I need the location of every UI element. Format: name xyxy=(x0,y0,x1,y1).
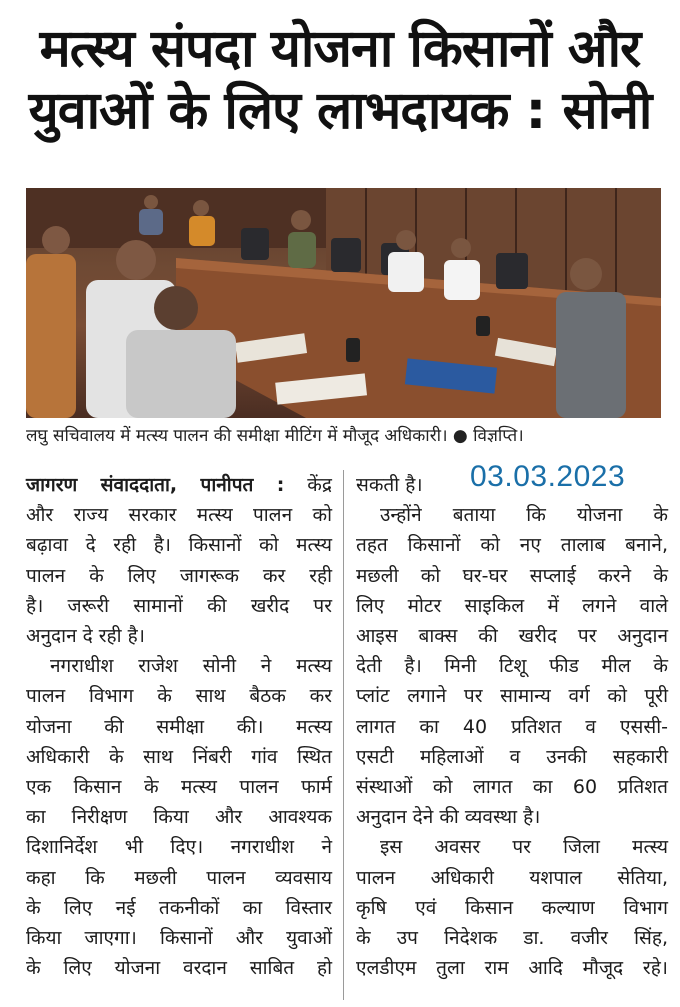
article-line: कहा कि मछली पालन व्यवसाय xyxy=(26,866,332,889)
article-line: है। जरूरी सामानों की खरीद पर xyxy=(26,594,332,617)
column-divider xyxy=(343,470,344,1000)
article-line: लिए मोटर साइकिल में लगने वाले xyxy=(356,594,668,617)
article-column-right xyxy=(356,470,668,983)
article-column-left xyxy=(26,470,332,983)
article-line: आइस बाक्स की खरीद पर अनुदान xyxy=(356,625,668,648)
photo-caption: लघु सचिवालय में मत्स्य पालन की समीक्षा मीटिंग में मौजूद अधिकारी। ● विज्ञप्ति। xyxy=(26,426,524,446)
article-line: किया जाएगा। किसानों और युवाओं xyxy=(26,927,332,950)
headline xyxy=(0,18,680,142)
article-line: और राज्य सरकार मत्स्य पालन को xyxy=(26,504,332,527)
article-line: मछली को घर-घर सप्लाई करने के xyxy=(356,564,668,587)
article-line: तहत किसानों को नए तालाब बनाने, xyxy=(356,534,668,557)
article-line: प्लांट लगाने पर सामान्य वर्ग को पूरी xyxy=(356,685,668,708)
article-line: के लिए नई तकनीकों का विस्तार xyxy=(26,896,332,919)
article-line: पालन के लिए जागरूक कर रही xyxy=(26,564,332,587)
article-line: अनुदान देने की व्यवस्था है। xyxy=(356,806,541,829)
headline-line-1: मत्स्य संपदा योजना किसानों और xyxy=(39,19,641,79)
article-line-1: जागरण संवाददाता, पानीपत : केंद्र xyxy=(26,474,332,496)
article-line: के लिए योजना वरदान साबित हो xyxy=(26,957,332,980)
article-line: एक किसान के मत्स्य पालन फार्म xyxy=(26,776,332,799)
article-line: संस्थाओं को लागत का 60 प्रतिशत xyxy=(356,776,668,799)
byline: जागरण संवाददाता, पानीपत : xyxy=(26,474,285,496)
article-line: एसटी महिलाओं व उनकी सहकारी xyxy=(356,745,668,768)
article-line: देती है। मिनी टिशू फीड मील के xyxy=(356,655,668,678)
date-stamp: 03.03.2023 xyxy=(470,460,626,493)
article-line: के उप निदेशक डा. वजीर सिंह, xyxy=(356,927,668,950)
headline-line-2: युवाओं के लिए लाभदायक : सोनी xyxy=(28,81,652,141)
article-line: पालन अधिकारी यशपाल सेतिया, xyxy=(356,866,668,889)
article-line: का निरीक्षण किया और आवश्यक xyxy=(26,806,332,829)
article-line: नगराधीश राजेश सोनी ने मत्स्य xyxy=(50,655,332,678)
article-line: बढ़ावा दे रही है। किसानों को मत्स्य xyxy=(26,534,332,557)
article-line: उन्होंने बताया कि योजना के xyxy=(380,504,668,527)
article-line: कृषि एवं किसान कल्याण विभाग xyxy=(356,896,668,919)
article-line: एलडीएम तुला राम आदि मौजूद रहे। xyxy=(356,957,668,980)
article-line: दिशानिर्देश भी दिए। नगराधीश ने xyxy=(26,836,332,859)
article-line: इस अवसर पर जिला मत्स्य xyxy=(380,836,668,859)
article-line: पालन विभाग के साथ बैठक कर xyxy=(26,685,332,708)
article-line: योजना की समीक्षा की। मत्स्य xyxy=(26,715,332,738)
article-line: सकती है। xyxy=(356,474,423,496)
article-line: अनुदान दे रही है। xyxy=(26,625,145,648)
meeting-photo-icon xyxy=(26,188,661,418)
meeting-photo xyxy=(26,188,661,418)
article-line: लागत का 40 प्रतिशत व एससी- xyxy=(356,715,668,738)
article-line: अधिकारी के साथ निंबरी गांव स्थित xyxy=(26,745,332,768)
